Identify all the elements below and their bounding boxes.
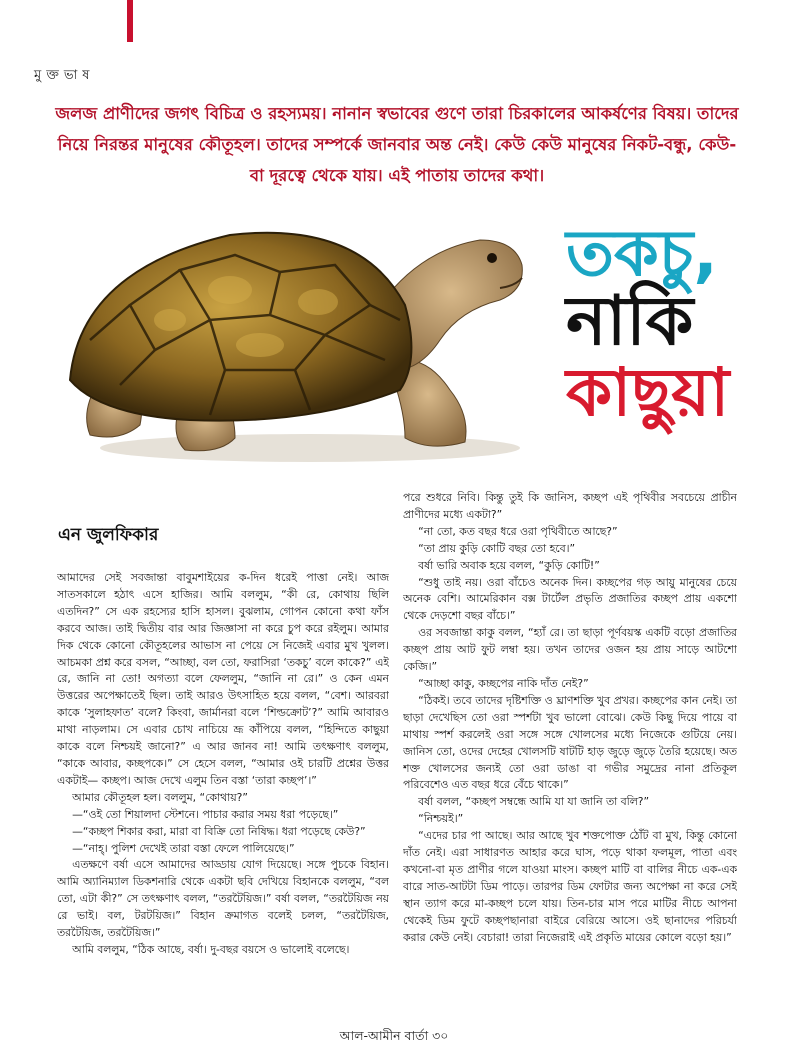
- paragraph: —“নাহ্‌। পুলিশ দেখেই তারা বস্তা ফেলে পালিয়েছে।”: [72, 841, 295, 855]
- paragraph: বর্ষা ভারি অবাক হয়ে বলল, “কুড়ি কোটি!”: [418, 558, 600, 572]
- paragraph: “তা প্রায় কুড়ি কোটি বছর তো হবে।”: [418, 541, 576, 555]
- paragraph: আমাদের সেই সবজান্তা বাবুমশাইয়ের ক-দিন ধরেই পাত্তা নেই। আজ সাতসকালে হঠাৎ এসে হাজির। আমি বললুম, “কী রে, কোথায় ছিলি এতদিন?” সে এক রহস্যের হাসি হাসল। বুঝলাম, গোপন কোনো কথা ফাঁস করবে আজ। তাই দ্বিতীয় বার আর জিজ্ঞাসা না করে চুপ করে রইলুম। আমার দিক থেকে কোনো কৌতূহলের আভাস না পেয়ে সে নিজেই এবার মুখ খুলল। আচমকা প্রশ্ন করে বসল, “আচ্ছা, বল তো, ফরাসিরা ‘তকচু’ বলে কাকে?” এই রে, জানি না তো! অগত্যা বলে ফেললুম, “জানি না রে।” ও কেন এমন উত্তরের অপেক্ষাতেই ছিল। তাই আরও উৎসাহিত হয়ে বলল, “বেশ। আরবরা কাকে ‘সুলাহফাত’ বলে? কিংবা, জার্মানরা বলে ‘শিল্ডক্রোট’?” আমি আবারও মাথা নাড়লাম। সে এবার চোখ নাচিয়ে ভ্রূ কাঁপিয়ে বলল, “হিন্দিতে কাছুয়া কাকে বলে নিশ্চয়ই জানো?” এ আর জানব না! আমি তৎক্ষণাৎ বললুম, “কাকে আবার, কচ্ছপকে।” সে হেসে বলল, “আমার ওই চারটি প্রশ্নের উত্তর একটাই— কচ্ছপ। আজ দেখে এলুম তিন বস্তা ‘তারা কচ্ছপ’।”: [57, 571, 389, 787]
- paragraph: আমি বললুম, “ঠিক আছে, বর্ষা। দু-বছর বয়সে ও ভালোই বলেছে।: [72, 942, 350, 956]
- article-column-left: [57, 570, 389, 988]
- tortoise-photo: [60, 210, 530, 470]
- paragraph: “এদের চার পা আছে। আর আছে খুব শক্তপোক্ত ঠোঁট বা মুখ, কিন্তু কোনো দাঁত নেই। এরা সাধারণত আহার করে ঘাস, পড়ে থাকা ফলমূল, পাতা এবং কখনো-বা মৃত প্রাণীর গলে যাওয়া মাংস। কচ্ছপ মাটি বা বালির নীচে এক-এক বারে সাত-আটটা ডিম পাড়ে। তারপর ডিম ফোটার জন্য অপেক্ষা না করে সেই স্থান ত্যাগ করে মা-কচ্ছপ চলে যায়। তিন-চার মাস পরে মাটির নীচে আপনা থেকেই ডিম ফুটে কচ্ছপছানারা বাইরে বেরিয়ে আসে। ওই ছানাদের পরিচর্যা করার কেউ নেই। বেচারা! তারা নিজেরাই এই প্রকৃতি মায়ের কোলে বড়ো হয়।”: [403, 829, 737, 944]
- paragraph: “আচ্ছা কাকু, কচ্ছপের নাকি দাঁত নেই?”: [418, 676, 589, 690]
- title-line-3: কাছুয়া: [566, 354, 730, 431]
- paragraph: আমার কৌতূহল হল। বললুম, “কোথায়?”: [72, 790, 248, 804]
- top-accent-bar: [127, 0, 133, 42]
- article-column-right: [403, 490, 737, 985]
- paragraph: “ঠিকই। তবে তাদের দৃষ্টিশক্তি ও ঘ্রাণশক্তি খুব প্রখর। কচ্ছপের কান নেই। তা ছাড়া দেখেছিস তো ওরা স্পর্শটা খুব ভালো বোঝে। কেউ কিছু দিয়ে পায়ে বা মাথায় স্পর্শ করলেই ওরা সঙ্গে সঙ্গে খোলসের মধ্যে নিজেকে গুটিয়ে নেয়। জানিস তো, ওদের দেহের খোলসটি ষাটটি হাড় জুড়ে জুড়ে তৈরি হয়েছে। অত শক্ত খোলসের জন্যই তো ওরা ডাঙা বা গভীর সমুদ্রের নানা প্রতিকূল পরিবেশেও এত বছর ধরে বেঁচে থাকে।”: [403, 693, 737, 792]
- paragraph: “নিশ্চয়ই।”: [418, 812, 464, 826]
- paragraph: এতক্ষণে বর্ষা এসে আমাদের আড্ডায় যোগ দিয়েছে। সঙ্গে পুচকে বিহান। আমি অ্যানিম্যাল ডিকশনারি থেকে একটা ছবি দেখিয়ে বিহানকে বললুম, “বল তো, এটা কী?” সে তৎক্ষণাৎ বলল, “তরটৈয়িজ।” বর্ষা বলল, “তরটৈয়িজ নয় রে ভাই। বল, টরটয়িজ।” বিহান ক্রমাগত বলেই চলল, “তরটৈয়িজ, তরটৈয়িজ, তরটৈয়িজ।”: [57, 858, 389, 940]
- section-tag: মুক্তভাষ: [34, 68, 95, 83]
- intro-blurb: জলজ প্রাণীদের জগৎ বিচিত্র ও রহস্যময়। নানান স্বভাবের গুণে তারা চিরকালের আকর্ষণের বিষয়। তাদের নিয়ে নিরন্তর মানুষের কৌতূহল। তাদের সম্পর্কে জানবার অন্ত নেই। কেউ কেউ মানুষের নিকট-বন্ধু, কেউ-বা দূরত্বে থেকে যায়। এই পাতায় তাদের কথা।: [55, 104, 739, 185]
- paragraph: “শুধু তাই নয়। ওরা বাঁচেও অনেক দিন। কচ্ছপের গড় আয়ু মানুষের চেয়ে অনেক বেশি। আমেরিকান বক্স টার্টেল প্রভৃতি প্রজাতির কচ্ছপ প্রায় একশো থেকে দেড়শো বছর বাঁচে।”: [403, 575, 737, 623]
- paragraph: —“কচ্ছপ শিকার করা, মারা বা বিক্রি তো নিষিদ্ধ। ধরা পড়েছে কেউ?”: [72, 824, 366, 838]
- page-footer: আল-আমীন বার্তা ৩০: [339, 1028, 449, 1043]
- tortoise-illustration: [60, 210, 530, 470]
- paragraph: ওর সবজান্তা কাকু বলল, “হ্যাঁ রে। তা ছাড়া পূর্ণবয়স্ক একটি বড়ো প্রজাতির কচ্ছপ প্রায় আট ফুট লম্বা হয়। তখন তাদের ওজন হয় প্রায় সাড়ে আটশো কেজি।”: [403, 626, 737, 674]
- article-title: [566, 217, 766, 431]
- paragraph: “না তো, কত বছর ধরে ওরা পৃথিবীতে আছে?”: [418, 524, 618, 538]
- paragraph: পরে শুধরে নিবি। কিন্তু তুই কি জানিস, কচ্ছপ এই পৃথিবীর সবচেয়ে প্রাচীন প্রাণীদের মধ্যে একটা?”: [403, 491, 737, 521]
- author-byline: এন জুলফিকার: [58, 525, 159, 545]
- paragraph: —“ওই তো শিয়ালদা স্টেশনে। পাচার করার সময় ধরা পড়েছে।”: [72, 807, 339, 821]
- title-line-2: নাকি: [566, 282, 694, 361]
- title-line-1: তকচু,: [566, 217, 718, 291]
- paragraph: বর্ষা বলল, “কচ্ছপ সম্বন্ধে আমি যা যা জানি তা বলি?”: [418, 795, 650, 809]
